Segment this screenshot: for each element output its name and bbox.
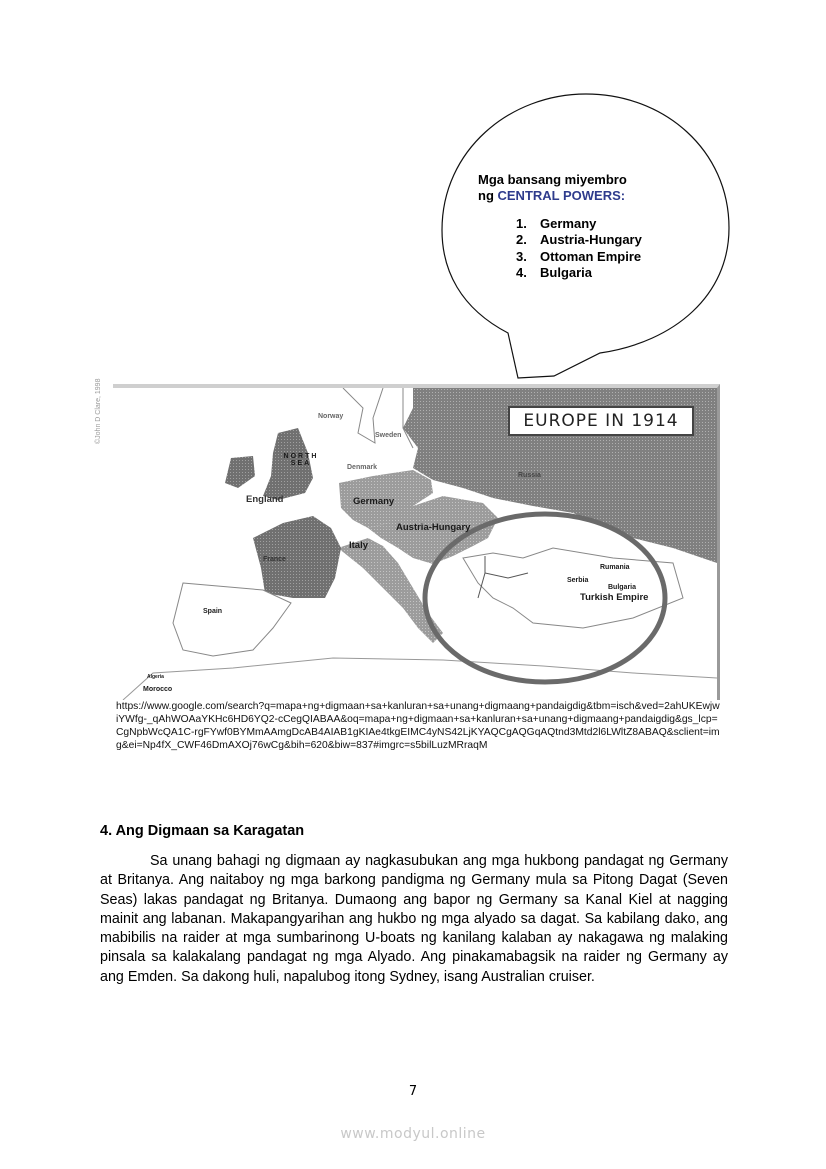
label-italy: Italy bbox=[349, 540, 369, 551]
label-serbia: Serbia bbox=[567, 577, 589, 584]
section-heading: 4. Ang Digmaan sa Karagatan bbox=[100, 823, 305, 839]
label-algeria: Algeria bbox=[147, 674, 164, 680]
label-germany: Germany bbox=[353, 496, 395, 507]
list-label: Ottoman Empire bbox=[540, 248, 642, 264]
list-item bbox=[516, 232, 642, 248]
list-item bbox=[516, 216, 642, 232]
label-turkish-empire: Turkish Empire bbox=[580, 592, 649, 603]
map-title: EUROPE IN 1914 bbox=[508, 406, 694, 436]
label-north-sea: NORTH SEA bbox=[283, 453, 319, 467]
watermark: www.modyul.online bbox=[340, 1126, 486, 1142]
label-england: England bbox=[246, 494, 284, 505]
list-number: 1. bbox=[516, 216, 527, 231]
label-sweden: Sweden bbox=[375, 432, 402, 439]
callout-heading bbox=[478, 172, 678, 204]
callout-intro: Mga bansang miyembro bbox=[478, 172, 627, 187]
callout-line-2 bbox=[478, 188, 678, 204]
central-powers-label: CENTRAL POWERS: bbox=[497, 188, 626, 203]
label-france: France bbox=[263, 556, 286, 563]
list-label: Germany bbox=[540, 216, 597, 231]
label-morocco: Morocco bbox=[143, 686, 173, 693]
region-ireland bbox=[225, 456, 255, 488]
list-number: 3. bbox=[516, 248, 527, 264]
label-denmark: Denmark bbox=[347, 464, 377, 471]
list-label: Bulgaria bbox=[540, 264, 593, 280]
list-item bbox=[516, 249, 642, 265]
list-number: 4. bbox=[516, 264, 527, 280]
label-spain: Spain bbox=[203, 608, 223, 615]
central-powers-list bbox=[516, 216, 642, 281]
map-copyright: ©John D Clare, 1998 bbox=[95, 378, 102, 444]
label-austria-hungary: Austria-Hungary bbox=[396, 522, 471, 533]
europe-1914-map bbox=[95, 378, 720, 700]
section-body: Sa unang bahagi ng digmaan ay nagkasubukan ang mga hukbong pandagat ng Germany at Britanya. Ang naitaboy ng mga barkong pandigma ng Germany mula sa Pitong Dagat (Seven Seas) lakas pandagat ng Britanya. Dumaong ang bapor ng Germany sa Kanal Kiel at nagging mainit ang labanan. Makapangyarihan ang hukbo ng mga alyado sa dagat. Sa kabilang dako, ang mabibilis na raider at mga sumbarinong U-boats ng kanilang kalaban ay nakagawa ng malaking pinsala sa kalakalang pandagat ng mga Alyado. Ang pinakamabagsik na raider ng Germany ay ang Emden. Sa dakong huli, napalubog itong Sydney, isang Australian cruiser. bbox=[100, 853, 728, 985]
list-item bbox=[516, 265, 642, 281]
page-number: 7 bbox=[408, 1084, 418, 1099]
label-rumania: Rumania bbox=[600, 564, 630, 571]
list-label: Austria-Hungary bbox=[540, 232, 642, 248]
label-russia: Russia bbox=[518, 472, 541, 479]
callout-prefix: ng bbox=[478, 188, 498, 203]
image-source-url: https://www.google.com/search?q=mapa+ng+digmaan+sa+kanluran+sa+unang+digmaang+pandaigdig&tbm=isch&ved=2ahUKEwjwiYWfg-_qAhWOAaYKHc6HD6YQ2-cCegQIABAA&oq=mapa+ng+digmaan+sa+kanluran+sa+unang+digmaang+pandaigdig&gs_lcp=CgNpbWcQA1C-rgFYwf0BYMmAAmgDcAB4AIAB1gKIAe4tkgEIMC4yNS42LjKYAQCgAQGqAQtnd3Mtd2l6LWltZ8ABAQ&sclient=img&ei=Np4fX_CWF46DmAXOj76wCg&bih=620&biw=837#imgrc=s5bilLuzMRraqM bbox=[116, 701, 720, 751]
label-bulgaria: Bulgaria bbox=[608, 584, 637, 591]
list-number: 2. bbox=[516, 232, 527, 248]
label-norway: Norway bbox=[318, 413, 344, 420]
